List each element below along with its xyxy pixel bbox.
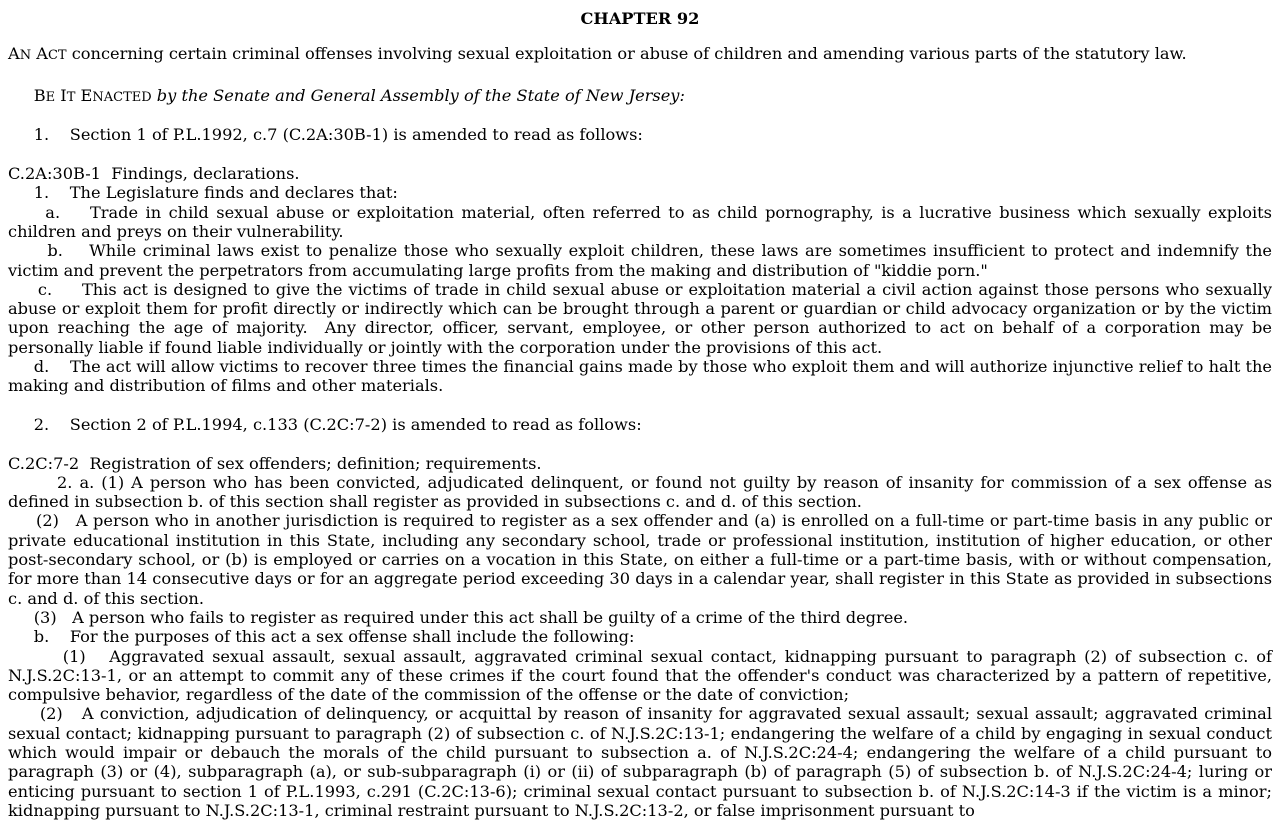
document-page: [8, 0, 1272, 820]
section-2-catchline: C.2C:7-2 Registration of sex offenders; definition; requirements.: [8, 453, 542, 473]
act-intro-text: concerning certain criminal offenses involving sexual exploitation or abuse of children and amending various parts of the statutory law.: [66, 44, 1187, 63]
enactment-text: by the Senate and General Assembly of the State of New Jersey:: [151, 85, 685, 105]
section-2-paragraph-a3: (3) A person who fails to register as required under this act shall be guilty of a crime of the third degree.: [8, 607, 909, 627]
act-intro: [8, 44, 1272, 65]
section-2-paragraph-b: b. For the purposes of this act a sex offense shall include the following:: [8, 627, 635, 647]
section-2-paragraph-a2: (2) A person who in another jurisdiction is required to register as a sex offender and (a) is enrolled on a full-time or part-time basis in any public or private educational institution in this State, including any secondary school, trade or professional institution, institution of higher education, or other post-secondary school, or (b) is employed or carries on a vocation in this State, on either a full-time or a part-time basis, with or without compensation, for more than 14 consecutive days or for an aggregate period exceeding 30 days in a calendar year, shall register in this State as provided in subsections c. and d. of this section.: [8, 511, 1272, 608]
section-1-paragraph-1: 1. The Legislature finds and declares that:: [8, 183, 398, 203]
section-1-paragraph-d: d. The act will allow victims to recover three times the financial gains made by those who exploit them and will authorize injunctive relief to halt the making and distribution of films and other materials.: [8, 357, 1272, 396]
section-1-heading: 1. Section 1 of P.L.1992, c.7 (C.2A:30B-1) is amended to read as follows:: [33, 125, 643, 145]
chapter-title: CHAPTER 92: [580, 9, 700, 28]
section-1-paragraph-c: c. This act is designed to give the victims of trade in child sexual abuse or exploitation material a civil action against those persons who sexually abuse or exploit them for profit directly or indirectly which can be brought through a parent or guardian or child advocacy organization or by the victim upon reaching the age of majority. Any director, officer, servant, employee, or other person authorized to act on behalf of a corporation may be personally liable if found liable individually or jointly with the corporation under the provisions of this act.: [8, 279, 1272, 357]
section-1-paragraph-a: a. Trade in child sexual abuse or exploitation material, often referred to as child pornography, is a lucrative business which sexually exploits children and preys on their vulnerability.: [8, 202, 1272, 241]
enactment-clause: [8, 86, 1272, 107]
section-1-catchline: C.2A:30B-1 Findings, declarations.: [8, 164, 300, 184]
act-intro-lead: AN ACT: [8, 44, 67, 63]
section-2-paragraph-a1: 2. a. (1) A person who has been convicted, adjudicated delinquent, or found not guilty by reason of insanity for commission of a sex offense as defined in subsection b. of this section shall register as provided in subsections c. and d. of this section.: [8, 472, 1272, 512]
section-2-heading: 2. Section 2 of P.L.1994, c.133 (C.2C:7-2) is amended to read as follows:: [33, 414, 642, 434]
section-2-paragraph-b2: (2) A conviction, adjudication of delinquency, or acquittal by reason of insanity for aggravated sexual assault; sexual assault; aggravated criminal sexual contact; kidnapping pursuant to paragraph (2) of subsection c. of N.J.S.2C:13-1; endangering the welfare of a child by engaging in sexual conduct which would impair or debauch the morals of the child pursuant to subsection a. of N.J.S.2C:24-4; endangering the welfare of a child pursuant to paragraph (3) or (4), subparagraph (a), or sub-subparagraph (i) or (ii) of subparagraph (b) of paragraph (5) of subsection b. of N.J.S.2C:24-4; luring or enticing pursuant to section 1 of P.L.1993, c.291 (C.2C:13-6); criminal sexual contact pursuant to subsection b. of N.J.S.2C:14-3 if the victim is a minor; kidnapping pursuant to N.J.S.2C:13-1, criminal restraint pursuant to N.J.S.2C:13-2, or false imprisonment pursuant to: [8, 704, 1272, 820]
section-1-paragraph-b: b. While criminal laws exist to penalize those who sexually exploit children, these laws are sometimes insufficient to protect and indemnify the victim and prevent the perpetrators from accumulating large profits from the making and distribution of "kiddie porn.": [8, 241, 1272, 280]
enactment-lead: BE IT ENACTED: [33, 85, 152, 105]
section-2-paragraph-b1: (1) Aggravated sexual assault, sexual assault, aggravated criminal sexual contact, kidnapping pursuant to paragraph (2) of subsection c. of N.J.S.2C:13-1, or an attempt to commit any of these crimes if the court found that the offender's conduct was characterized by a pattern of repetitive, compulsive behavior, regardless of the date of the commission of the offense or the date of conviction;: [8, 646, 1272, 705]
